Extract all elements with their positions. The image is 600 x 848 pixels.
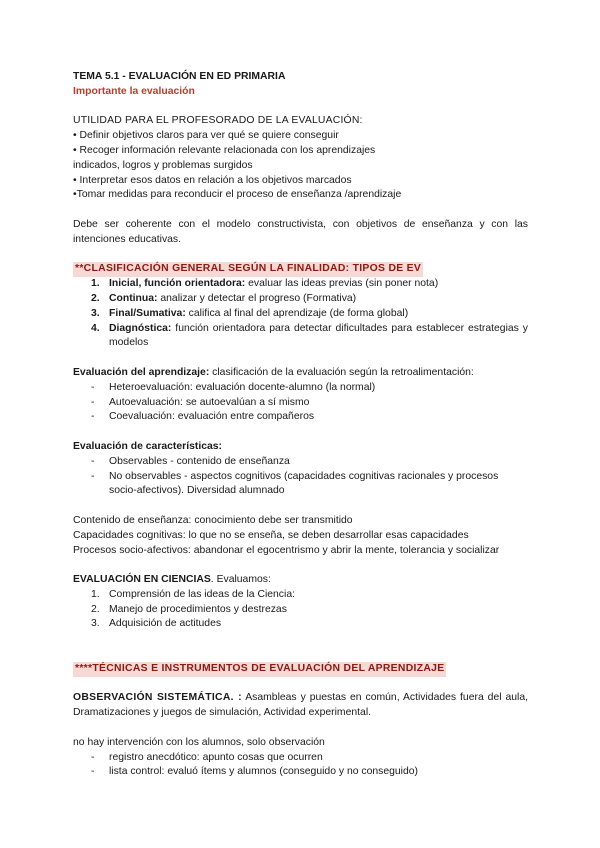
utilidad-line: indicados, logros y problemas surgidos — [73, 159, 253, 171]
list-number: 1. — [91, 278, 100, 290]
list-number: 3. — [91, 307, 100, 319]
list-item — [73, 588, 528, 603]
list-text: Comprensión de las ideas de la Ciencia: — [109, 588, 295, 600]
tecnicas-header: ****TÉCNICAS E INSTRUMENTOS DE EVALUACIÓN DEL APRENDIZAJE — [73, 662, 446, 677]
list-item: - registro anecdótico: apunto cosas que ocurren — [91, 751, 323, 763]
aprendizaje-term: Evaluación del aprendizaje: — [73, 366, 210, 378]
ciencias-intro — [73, 573, 528, 588]
list-item: - No observables - aspectos cognitivos (capacidades cognitivas racionales y procesos socio-afectivos). Diversidad alumnado — [91, 470, 499, 497]
list-item — [73, 277, 528, 292]
list-item — [73, 322, 528, 352]
utilidad-line: • Recoger información relevante relacionada con los aprendizajes — [73, 144, 376, 156]
ciencias-title: EVALUACIÓN EN CIENCIAS — [73, 574, 211, 586]
list-term: Inicial, función orientadora: — [109, 278, 246, 290]
list-item — [73, 617, 528, 632]
definicion-line: Capacidades cognitivas: lo que no se enseña, se deben desarrollar esas capacidades — [73, 529, 469, 541]
list-term: Diagnóstica: — [109, 322, 172, 334]
list-item — [73, 307, 528, 322]
list-desc: evaluar las ideas previas (sin poner nota) — [245, 278, 439, 290]
definicion-line: Procesos socio-afectivos: abandonar el egocentrismo y abrir la mente, tolerancia y socializar — [73, 544, 500, 556]
list-item: - Observables - contenido de enseñanza — [91, 455, 290, 467]
list-number: 4. — [91, 322, 100, 334]
list-text: Manejo de procedimientos y destrezas — [109, 603, 287, 615]
clasificacion-header-row — [73, 262, 528, 277]
list-number: 2. — [91, 292, 100, 304]
aprendizaje-intro — [73, 366, 528, 381]
observacion-paragraph — [73, 691, 528, 721]
clasificacion-header: **CLASIFICACIÓN GENERAL SEGÚN LA FINALIDAD: TIPOS DE EV — [73, 262, 423, 277]
utilidad-line: •Tomar medidas para reconducir el proceso de enseñanza /aprendizaje — [73, 189, 402, 201]
list-text: registro anecdótico: apunto cosas que ocurren — [109, 751, 323, 763]
list-text: lista control: evaluó ítems y alumnos (conseguido y no conseguido) — [109, 766, 418, 778]
utilidad-line: • Definir objetivos claros para ver qué se quiere conseguir — [73, 130, 339, 142]
intervencion-list — [73, 751, 528, 781]
page-title: TEMA 5.1 - EVALUACIÓN EN ED PRIMARIA — [73, 71, 286, 82]
observacion-term: OBSERVACIÓN SISTEMÁTICA. : — [73, 692, 242, 704]
list-number: 1. — [91, 588, 100, 600]
list-text: Autoevaluación: se autoevalúan a sí mismo — [109, 396, 310, 408]
list-text: Observables - contenido de enseñanza — [109, 455, 290, 467]
list-term: Continua: — [109, 292, 158, 304]
observacion-desc: Asambleas y puestas en común, Actividades fuera del aula, Dramatizaciones y juegos de simulación, Actividad experimental. — [73, 692, 529, 719]
utilidad-title: UTILIDAD PARA EL PROFESORADO DE LA EVALUACIÓN: — [73, 115, 363, 127]
list-desc: analizar y detectar el progreso (Formativa) — [157, 292, 357, 304]
list-text: Heteroevaluación: evaluación docente-alumno (la normal) — [109, 381, 376, 393]
aprendizaje-list — [73, 381, 528, 425]
list-item: - Heteroevaluación: evaluación docente-alumno (la normal) — [91, 381, 376, 393]
list-item — [73, 603, 528, 618]
list-term: Final/Sumativa: — [109, 307, 186, 319]
list-desc: función orientadora para detectar dificultades para establecer estrategias y modelos — [109, 322, 528, 349]
ciencias-list — [73, 588, 528, 632]
aprendizaje-desc: clasificación de la evaluación según la retroalimentación: — [209, 366, 474, 378]
list-text: Coevaluación: evaluación entre compañeros — [109, 411, 315, 423]
list-text: No observables - aspectos cognitivos (capacidades cognitivas racionales y procesos socio-afectivos). Diversidad alumnado — [109, 470, 499, 497]
caracteristicas-list — [73, 455, 528, 499]
list-number: 3. — [91, 618, 100, 630]
caracteristicas-title: Evaluación de características: — [73, 440, 223, 452]
list-number: 2. — [91, 603, 100, 615]
definicion-line: Contenido de enseñanza: conocimiento debe ser transmitido — [73, 514, 353, 526]
list-item — [73, 292, 528, 307]
list-text: Adquisición de actitudes — [109, 618, 222, 630]
ciencias-suffix: . Evaluamos: — [210, 574, 271, 586]
intervencion-text: no hay intervención con los alumnos, solo observación — [73, 736, 325, 748]
clasificacion-list — [73, 277, 528, 351]
list-desc: califica al final del aprendizaje (de forma global) — [185, 307, 409, 319]
tecnicas-header-row — [73, 662, 528, 677]
coherente-paragraph: Debe ser coherente con el modelo constructivista, con objetivos de enseñanza y con las intenciones educativas. — [73, 218, 528, 245]
utilidad-line: • Interpretar esos datos en relación a los objetivos marcados — [73, 174, 352, 186]
page-subtitle: Importante la evaluación — [73, 85, 195, 97]
document-body — [73, 70, 528, 780]
list-item: - lista control: evaluó ítems y alumnos (conseguido y no conseguido) — [91, 766, 418, 778]
list-item: - Autoevaluación: se autoevalúan a sí mismo — [91, 396, 310, 408]
list-item: - Coevaluación: evaluación entre compañeros — [91, 411, 315, 423]
